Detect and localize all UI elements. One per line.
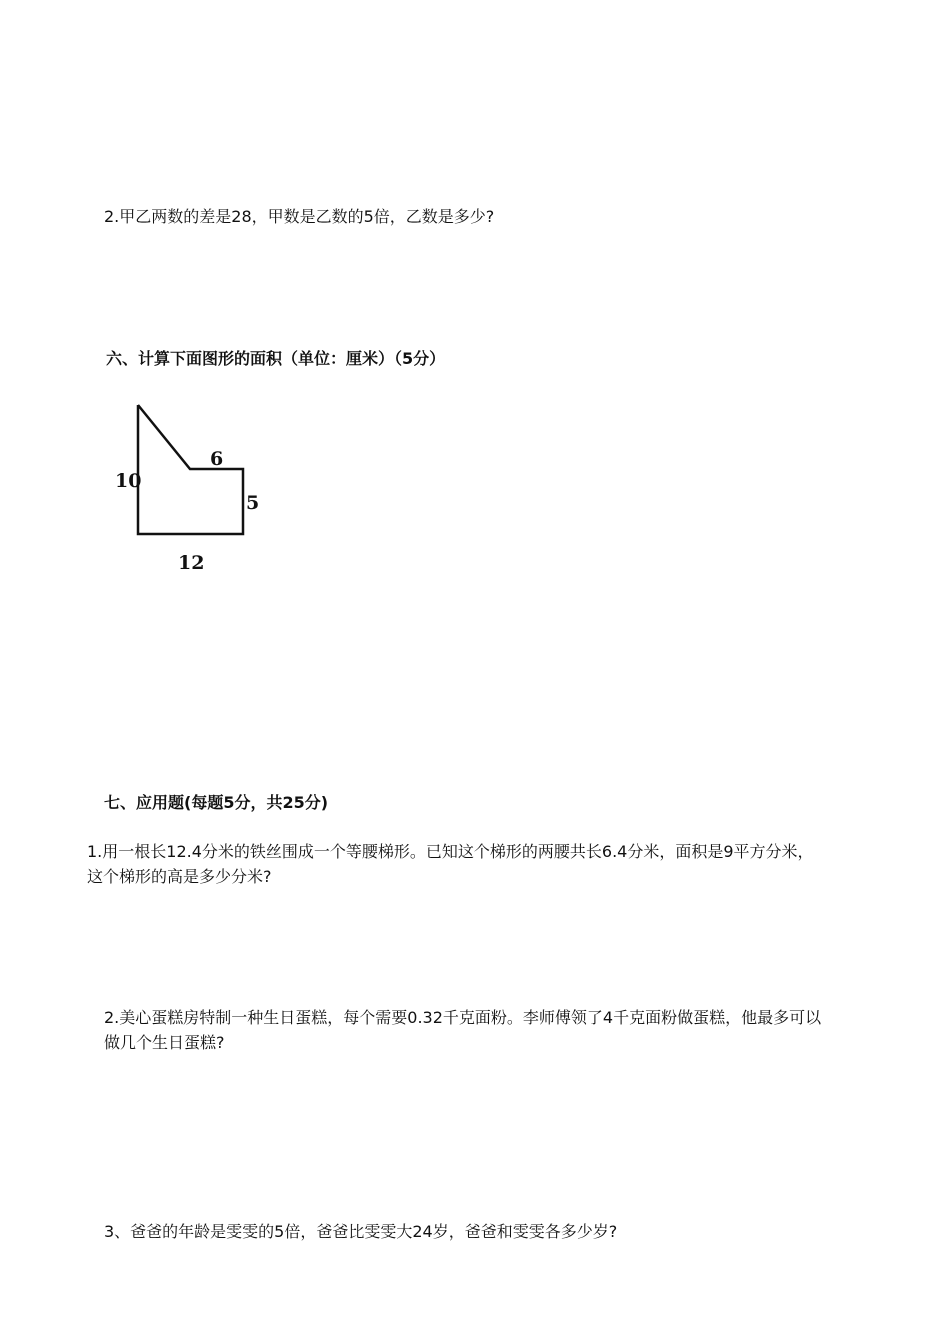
label-bottom: 12: [178, 552, 205, 574]
question-7-1-line1: 1.用一根长12.4分米的铁丝围成一个等腰梯形。已知这个梯形的两腰共长6.4分米，面积是9平方分米，: [87, 842, 814, 861]
section-7-heading: 七、应用题(每题5分，共25分): [104, 793, 329, 812]
label-top: 6: [210, 448, 224, 470]
question-5-2: 2.甲乙两数的差是28，甲数是乙数的5倍，乙数是多少?: [104, 207, 495, 226]
area-figure: [110, 395, 280, 595]
question-7-1-line2: 这个梯形的高是多少分米?: [87, 867, 272, 886]
label-right: 5: [246, 492, 260, 514]
area-figure-svg: [110, 395, 280, 595]
question-7-3: 3、爸爸的年龄是雯雯的5倍，爸爸比雯雯大24岁，爸爸和雯雯各多少岁?: [104, 1222, 618, 1241]
section-6-heading: 六、计算下面图形的面积（单位：厘米）（5分）: [106, 349, 446, 368]
question-7-2-line2: 做几个生日蛋糕?: [104, 1033, 225, 1052]
figure-outline: [138, 405, 243, 534]
label-left: 10: [115, 470, 142, 492]
question-7-2-line1: 2.美心蛋糕房特制一种生日蛋糕，每个需要0.32千克面粉。李师傅领了4千克面粉做蛋糕，他最多可以: [104, 1008, 822, 1027]
